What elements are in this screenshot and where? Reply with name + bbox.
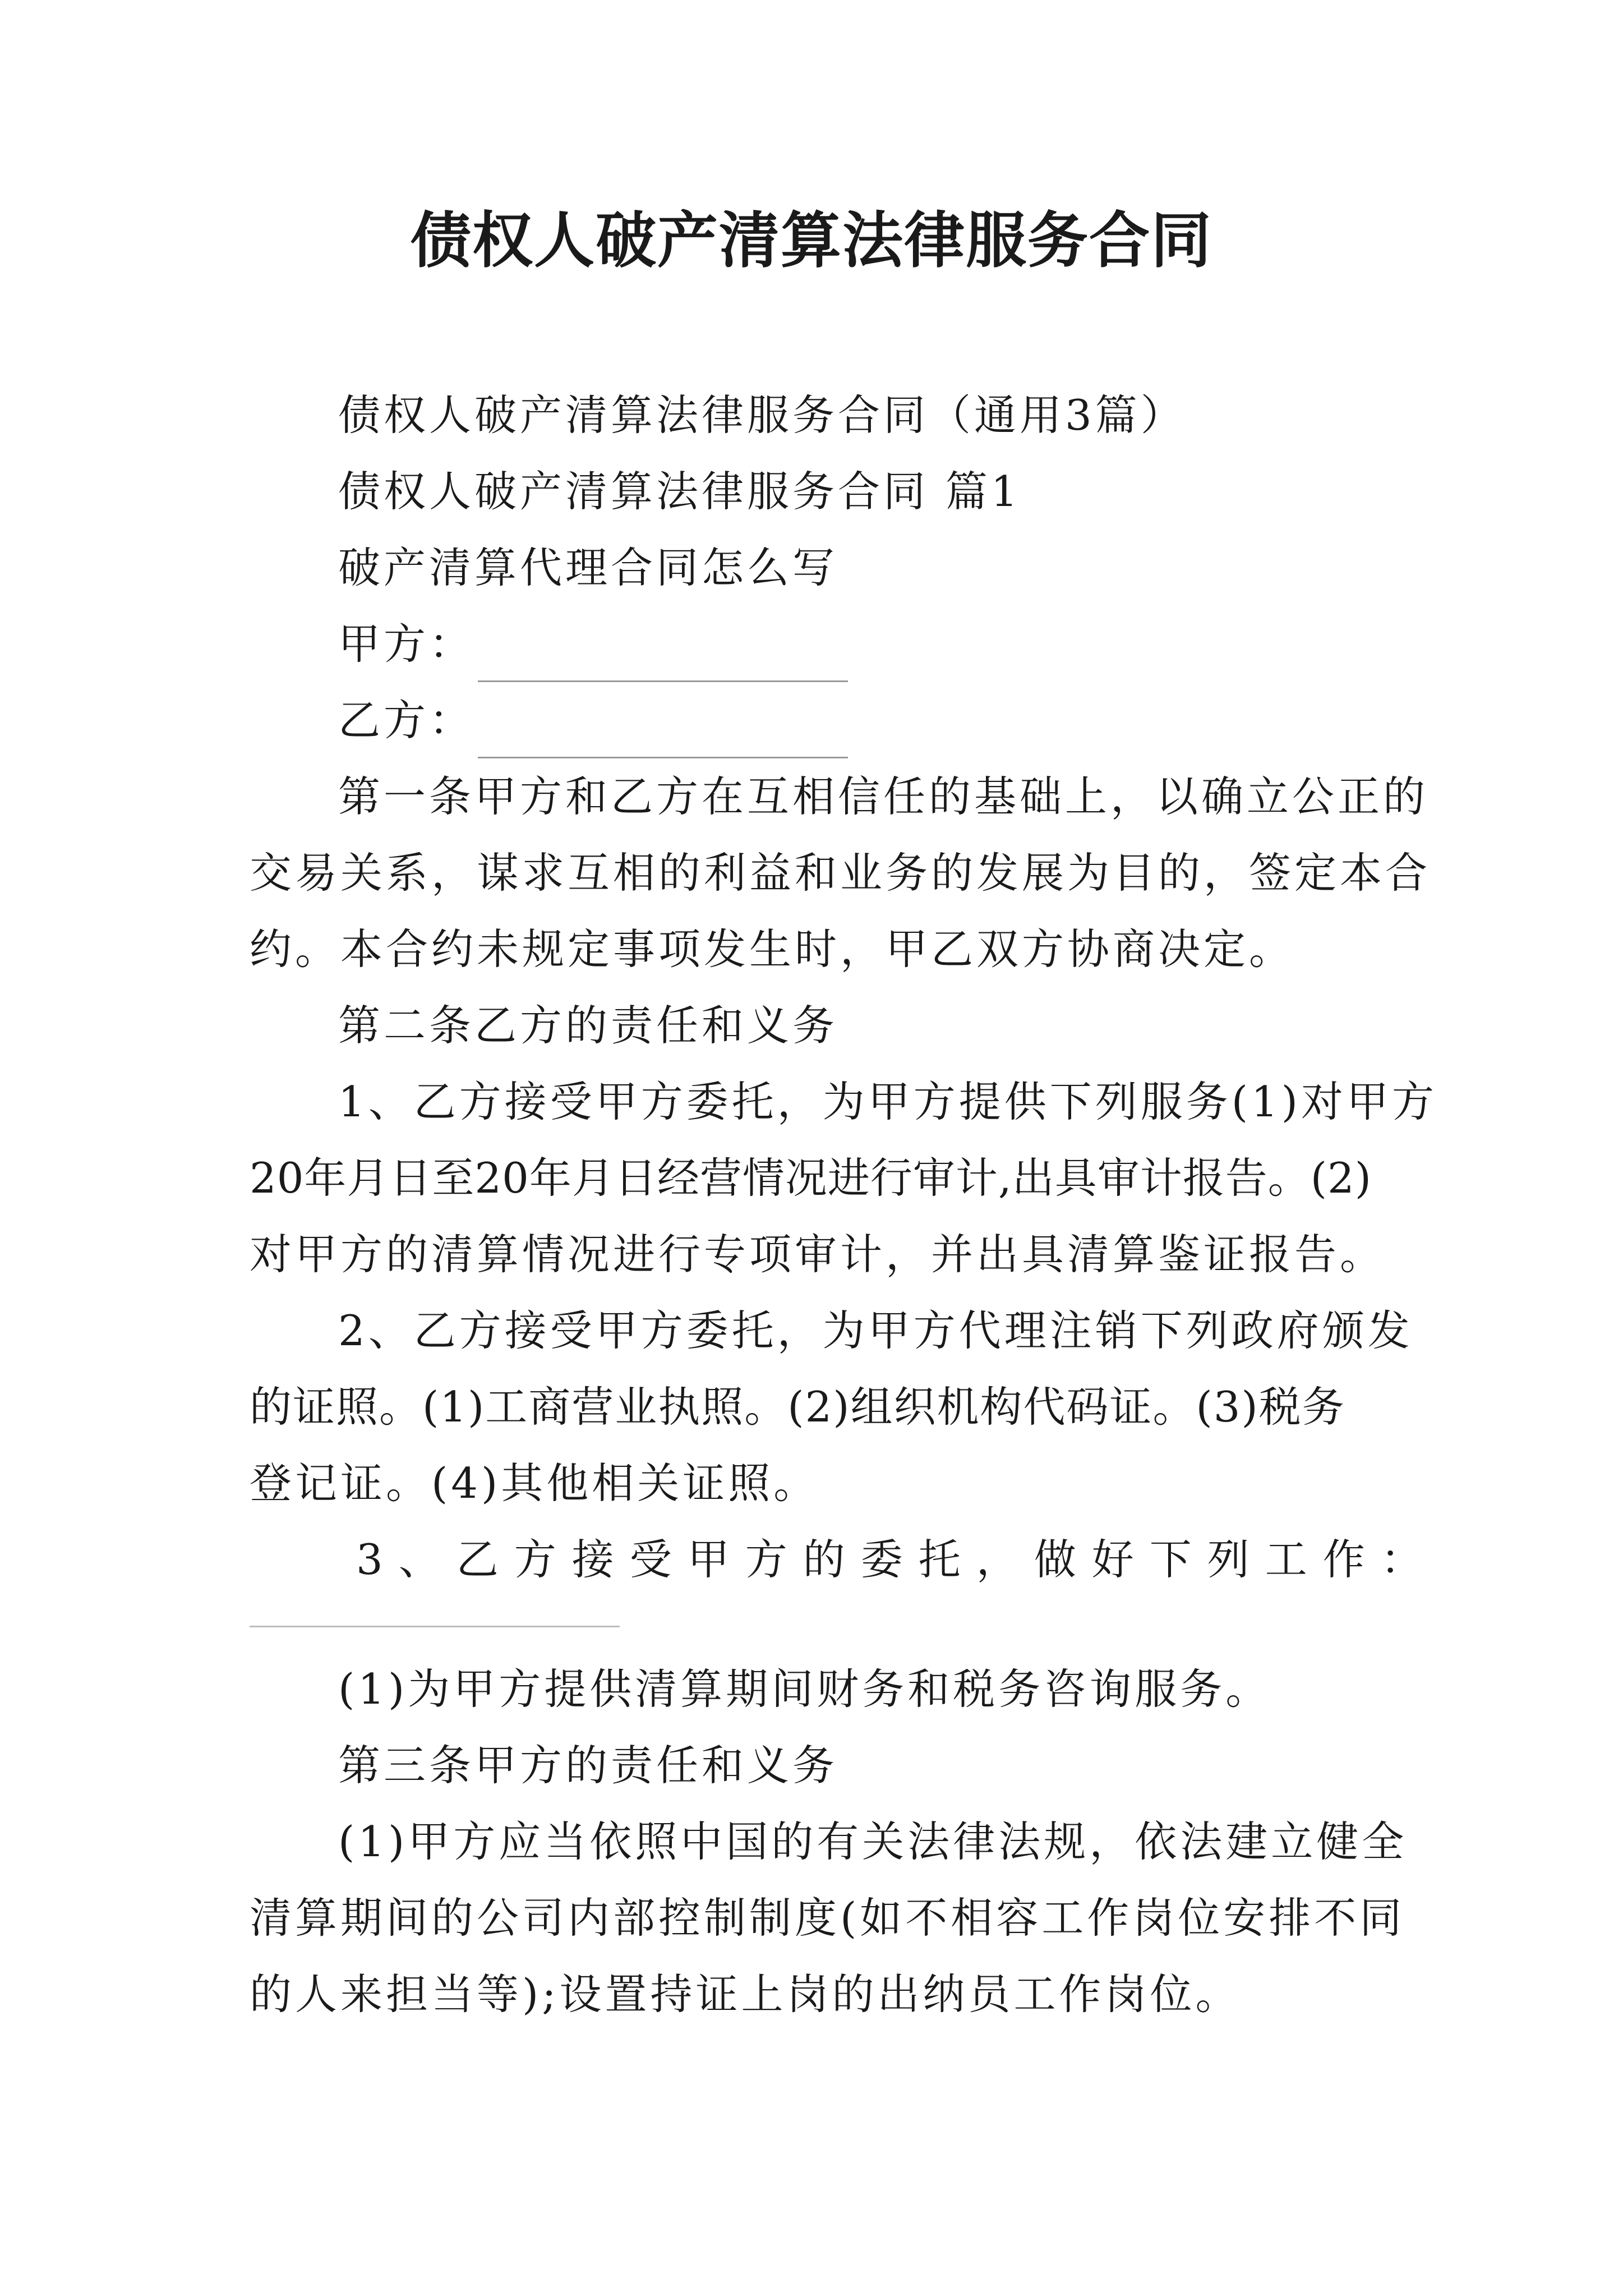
paragraph-line: 1、乙方接受甲方委托，为甲方提供下列服务(1)对甲方 xyxy=(338,1077,1437,1126)
paragraph-line: 第二条乙方的责任和义务 xyxy=(338,1001,838,1050)
document-body xyxy=(250,377,1438,2032)
party-b-row xyxy=(250,682,1394,758)
party-a-blank-line xyxy=(478,636,848,682)
document-title: 债权人破产清算法律服务合同 xyxy=(410,206,1212,276)
party-a-label: 甲方： xyxy=(338,619,475,669)
paragraph-line: 交易关系，谋求互相的利益和业务的发展为目的，签定本合 xyxy=(250,848,1431,898)
paragraph-line: 清算期间的公司内部控制制度(如不相容工作岗位安排不同 xyxy=(250,1893,1405,1943)
paragraph-line: 约。本合约未规定事项发生时，甲乙双方协商决定。 xyxy=(250,924,1295,974)
paragraph-line: 的证照。(1)工商营业执照。(2)组织机构代码证。(3)税务 xyxy=(250,1382,1345,1432)
party-b-label: 乙方： xyxy=(338,696,475,745)
paragraph-line: 2、乙方接受甲方委托，为甲方代理注销下列政府颁发 xyxy=(338,1306,1413,1355)
paragraph-line: 第一条甲方和乙方在互相信任的基础上，以确立公正的 xyxy=(338,772,1429,821)
paragraph-line: 20年月日至20年月日经营情况进行审计,出具审计报告。(2) xyxy=(250,1153,1372,1203)
paragraph-line: 破产清算代理合同怎么写 xyxy=(338,543,838,592)
page-separator xyxy=(250,1626,620,1627)
paragraph-line: 第三条甲方的责任和义务 xyxy=(338,1741,838,1790)
paragraph-line: 的人来担当等);设置持证上岗的出纳员工作岗位。 xyxy=(250,1970,1241,2019)
section-heading: 债权人破产清算法律服务合同 篇1 xyxy=(338,467,1021,516)
subtitle-line: 债权人破产清算法律服务合同（通用3篇） xyxy=(338,390,1186,440)
party-b-blank-line xyxy=(478,712,848,758)
paragraph-line: 3、乙方接受甲方的委托，做好下列工作： xyxy=(356,1535,1438,1584)
paragraph-line: 登记证。(4)其他相关证照。 xyxy=(250,1458,819,1508)
paragraph-line: (1)为甲方提供清算期间财务和税务咨询服务。 xyxy=(338,1664,1271,1714)
party-a-row xyxy=(250,606,1394,682)
paragraph-line: (1)甲方应当依照中国的有关法律法规，依法建立健全 xyxy=(338,1817,1408,1866)
paragraph-line: 对甲方的清算情况进行专项审计，并出具清算鉴证报告。 xyxy=(250,1230,1386,1279)
